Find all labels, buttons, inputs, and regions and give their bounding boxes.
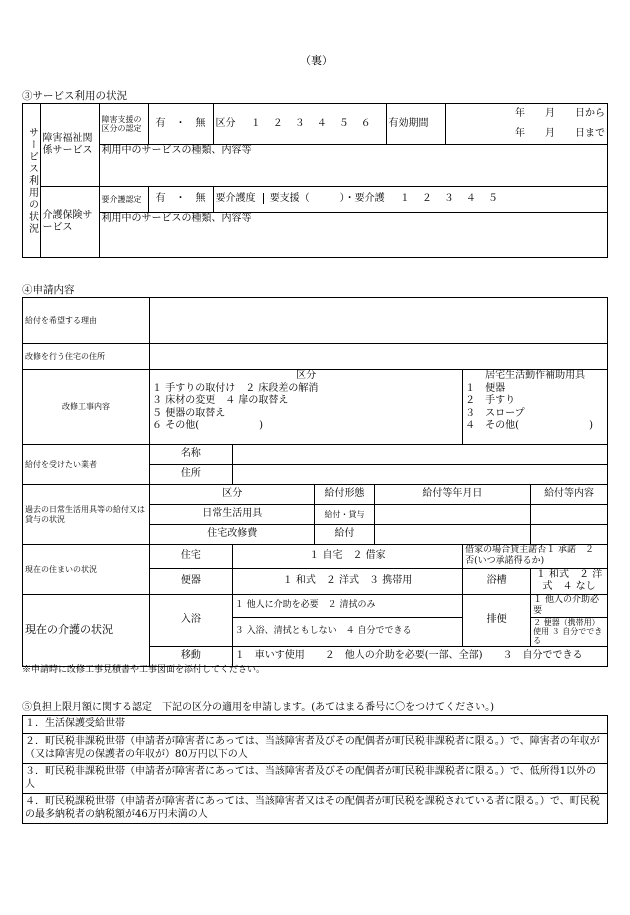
- bath-label: 浴槽: [463, 568, 531, 594]
- attachment-note: ※申請時に改修工事見積書や工事図面を添付してください。: [22, 665, 266, 675]
- kaigo-level-option-3[interactable]: ３: [443, 193, 454, 205]
- aids-header: 居宅生活動作補助用具: [463, 370, 608, 383]
- kaigo-level: 要介護度 要支援（ ）・要介護 １ ２ ３ ４ ５: [213, 187, 608, 213]
- welfare-kubun-option-3[interactable]: ３: [294, 117, 305, 129]
- section5-title: ⑤負担上限月額に関する認定 下記の区分の適用を申請します。(あてはまる番号に〇をつけてください。): [22, 702, 495, 713]
- past-r1-content[interactable]: [531, 505, 608, 525]
- validity-period: 年 月 日から 年 月 日まで: [445, 104, 608, 145]
- service-usage-label: サービス利用の状況: [23, 104, 41, 258]
- kaigo-label: 介護保険サービス: [40, 187, 99, 258]
- contractor-addr-field[interactable]: [232, 465, 607, 485]
- past-h2: 給付形態: [315, 485, 374, 505]
- move-label: 移動: [150, 646, 233, 666]
- reason-label: 給付を希望する理由: [23, 298, 150, 344]
- past-r2-content[interactable]: [531, 525, 608, 545]
- bathing-label: 入浴: [150, 594, 233, 646]
- past-r2: 住宅改修費: [150, 525, 315, 545]
- contractor-label: 給付を受けたい業者: [23, 445, 150, 485]
- burden-item-3[interactable]: ３．町民税非課税世帯（申請者が障害者にあっては、当該障害者及びその配偶者が町民税非課税者に限る。）で、低所得1以外の人: [23, 764, 608, 794]
- move-options: １ 車いす使用 ２ 他人の介助を必要(一部、全部) ３ 自分でできる: [232, 646, 607, 666]
- bathing-opt1: １ 他人に介助を必要 ２ 清拭のみ: [232, 594, 462, 618]
- kaigo-level-option-2[interactable]: ２: [421, 193, 432, 205]
- burden-item-4[interactable]: ４．町民税課税世帯（申請者が障害者にあっては、当該障害者又はその配偶者が町民税を課税されている者に限る。）で、町民税の最多納税者の納税額が46万円未満の人: [23, 794, 608, 824]
- past-h3: 給付等年月日: [374, 485, 531, 505]
- past-h4: 給付等内容: [531, 485, 608, 505]
- welfare-cert-label: 障害支援の区分の認定: [99, 104, 148, 145]
- housing-label: 現在の住まいの状況: [23, 545, 150, 595]
- kaigo-umu: 有 ・ 無: [148, 187, 213, 213]
- burden-item-1[interactable]: １．生活保護受給世帯: [23, 716, 608, 734]
- section3-title: ③サービス利用の状況: [22, 90, 127, 102]
- bathing-opt2: ３ 入浴、清拭ともしない ４ 自分でできる: [232, 618, 462, 647]
- address-field[interactable]: [150, 344, 608, 370]
- toilet-options: １ 和式 ２ 洋式 ３ 携帯用: [232, 568, 462, 594]
- welfare-kubun-option-1[interactable]: １: [250, 117, 261, 129]
- kubun-header: 区分: [150, 370, 463, 383]
- kaigo-level-option-4[interactable]: ４: [465, 193, 476, 205]
- excretion-opt2: ２ 便器（携帯用）使用 ３ 自分でできる: [531, 618, 608, 647]
- kaigo-level-option-5[interactable]: ５: [487, 193, 498, 205]
- welfare-umu: 有 ・ 無: [148, 104, 213, 145]
- past-label: 過去の日常生活用具等の給付又は貸与の状況: [23, 485, 150, 545]
- contractor-addr-label: 住所: [150, 465, 233, 485]
- welfare-kubun-option-5[interactable]: ５: [338, 117, 349, 129]
- landlord: 借家の場合貸主諾否１ 承諾 ２ 否(いつ承諾得るか): [463, 545, 608, 569]
- address-label: 改修を行う住宅の住所: [23, 344, 150, 370]
- welfare-label: 障害福祉関係サービス: [40, 104, 99, 187]
- service-usage-table: [22, 103, 608, 258]
- welfare-kubun-option-4[interactable]: ４: [316, 117, 327, 129]
- care-label: 現在の介護の状況: [23, 594, 150, 666]
- application-table: [22, 297, 608, 667]
- work-items: １ 手すりの取付け ２ 床段差の解消 ３ 床材の変更 ４ 扉の取替え ５ 便器の取替え ６ その他( ): [150, 383, 463, 445]
- burden-table: [22, 715, 608, 824]
- welfare-kubun-option-2[interactable]: ２: [272, 117, 283, 129]
- welfare-kubun-option-6[interactable]: ６: [360, 117, 371, 129]
- aid-items: １ 便器 ２ 手すり ３ スロープ ４ その他( ): [463, 383, 608, 445]
- excretion-opt1: １ 他人の介助必要: [531, 594, 608, 618]
- burden-item-2[interactable]: ２．町民税非課税世帯（申請者が障害者にあっては、当該障害者及びその配偶者が町民税非課税者に限る。）で、障害者の年収が（又は障害児の保護者の年収が）80万円以下の人: [23, 734, 608, 764]
- validity-label: 有効期間: [386, 104, 445, 145]
- welfare-detail: 利用中のサービスの種類、内容等: [99, 145, 608, 187]
- past-r1-form: 給付・貸与: [315, 505, 374, 525]
- house-label: 住宅: [150, 545, 233, 569]
- house-options: １ 自宅 ２ 借家: [232, 545, 462, 569]
- past-h1: 区分: [150, 485, 315, 505]
- page-marker: （裏）: [300, 54, 333, 67]
- reason-field[interactable]: [150, 298, 608, 344]
- welfare-kubun: 区分 １ ２ ３ ４ ５ ６: [213, 104, 386, 145]
- kaigo-cert-label: 要介護認定: [99, 187, 148, 213]
- kaigo-detail: 利用中のサービスの種類、内容等: [99, 213, 608, 258]
- kaigo-level-option-1[interactable]: １: [399, 193, 410, 205]
- section4-title: ④申請内容: [22, 284, 75, 296]
- past-r2-form: 給付: [315, 525, 374, 545]
- bath-options: １ 和式 ２ 洋式 ４ なし: [531, 568, 608, 594]
- past-r2-date[interactable]: [374, 525, 531, 545]
- past-r1-date[interactable]: [374, 505, 531, 525]
- past-r1: 日常生活用具: [150, 505, 315, 525]
- toilet-label: 便器: [150, 568, 233, 594]
- contractor-name-label: 名称: [150, 445, 233, 465]
- work-label: 改修工事内容: [23, 370, 150, 445]
- contractor-name-field[interactable]: [232, 445, 607, 465]
- excretion-label: 排便: [463, 594, 531, 646]
